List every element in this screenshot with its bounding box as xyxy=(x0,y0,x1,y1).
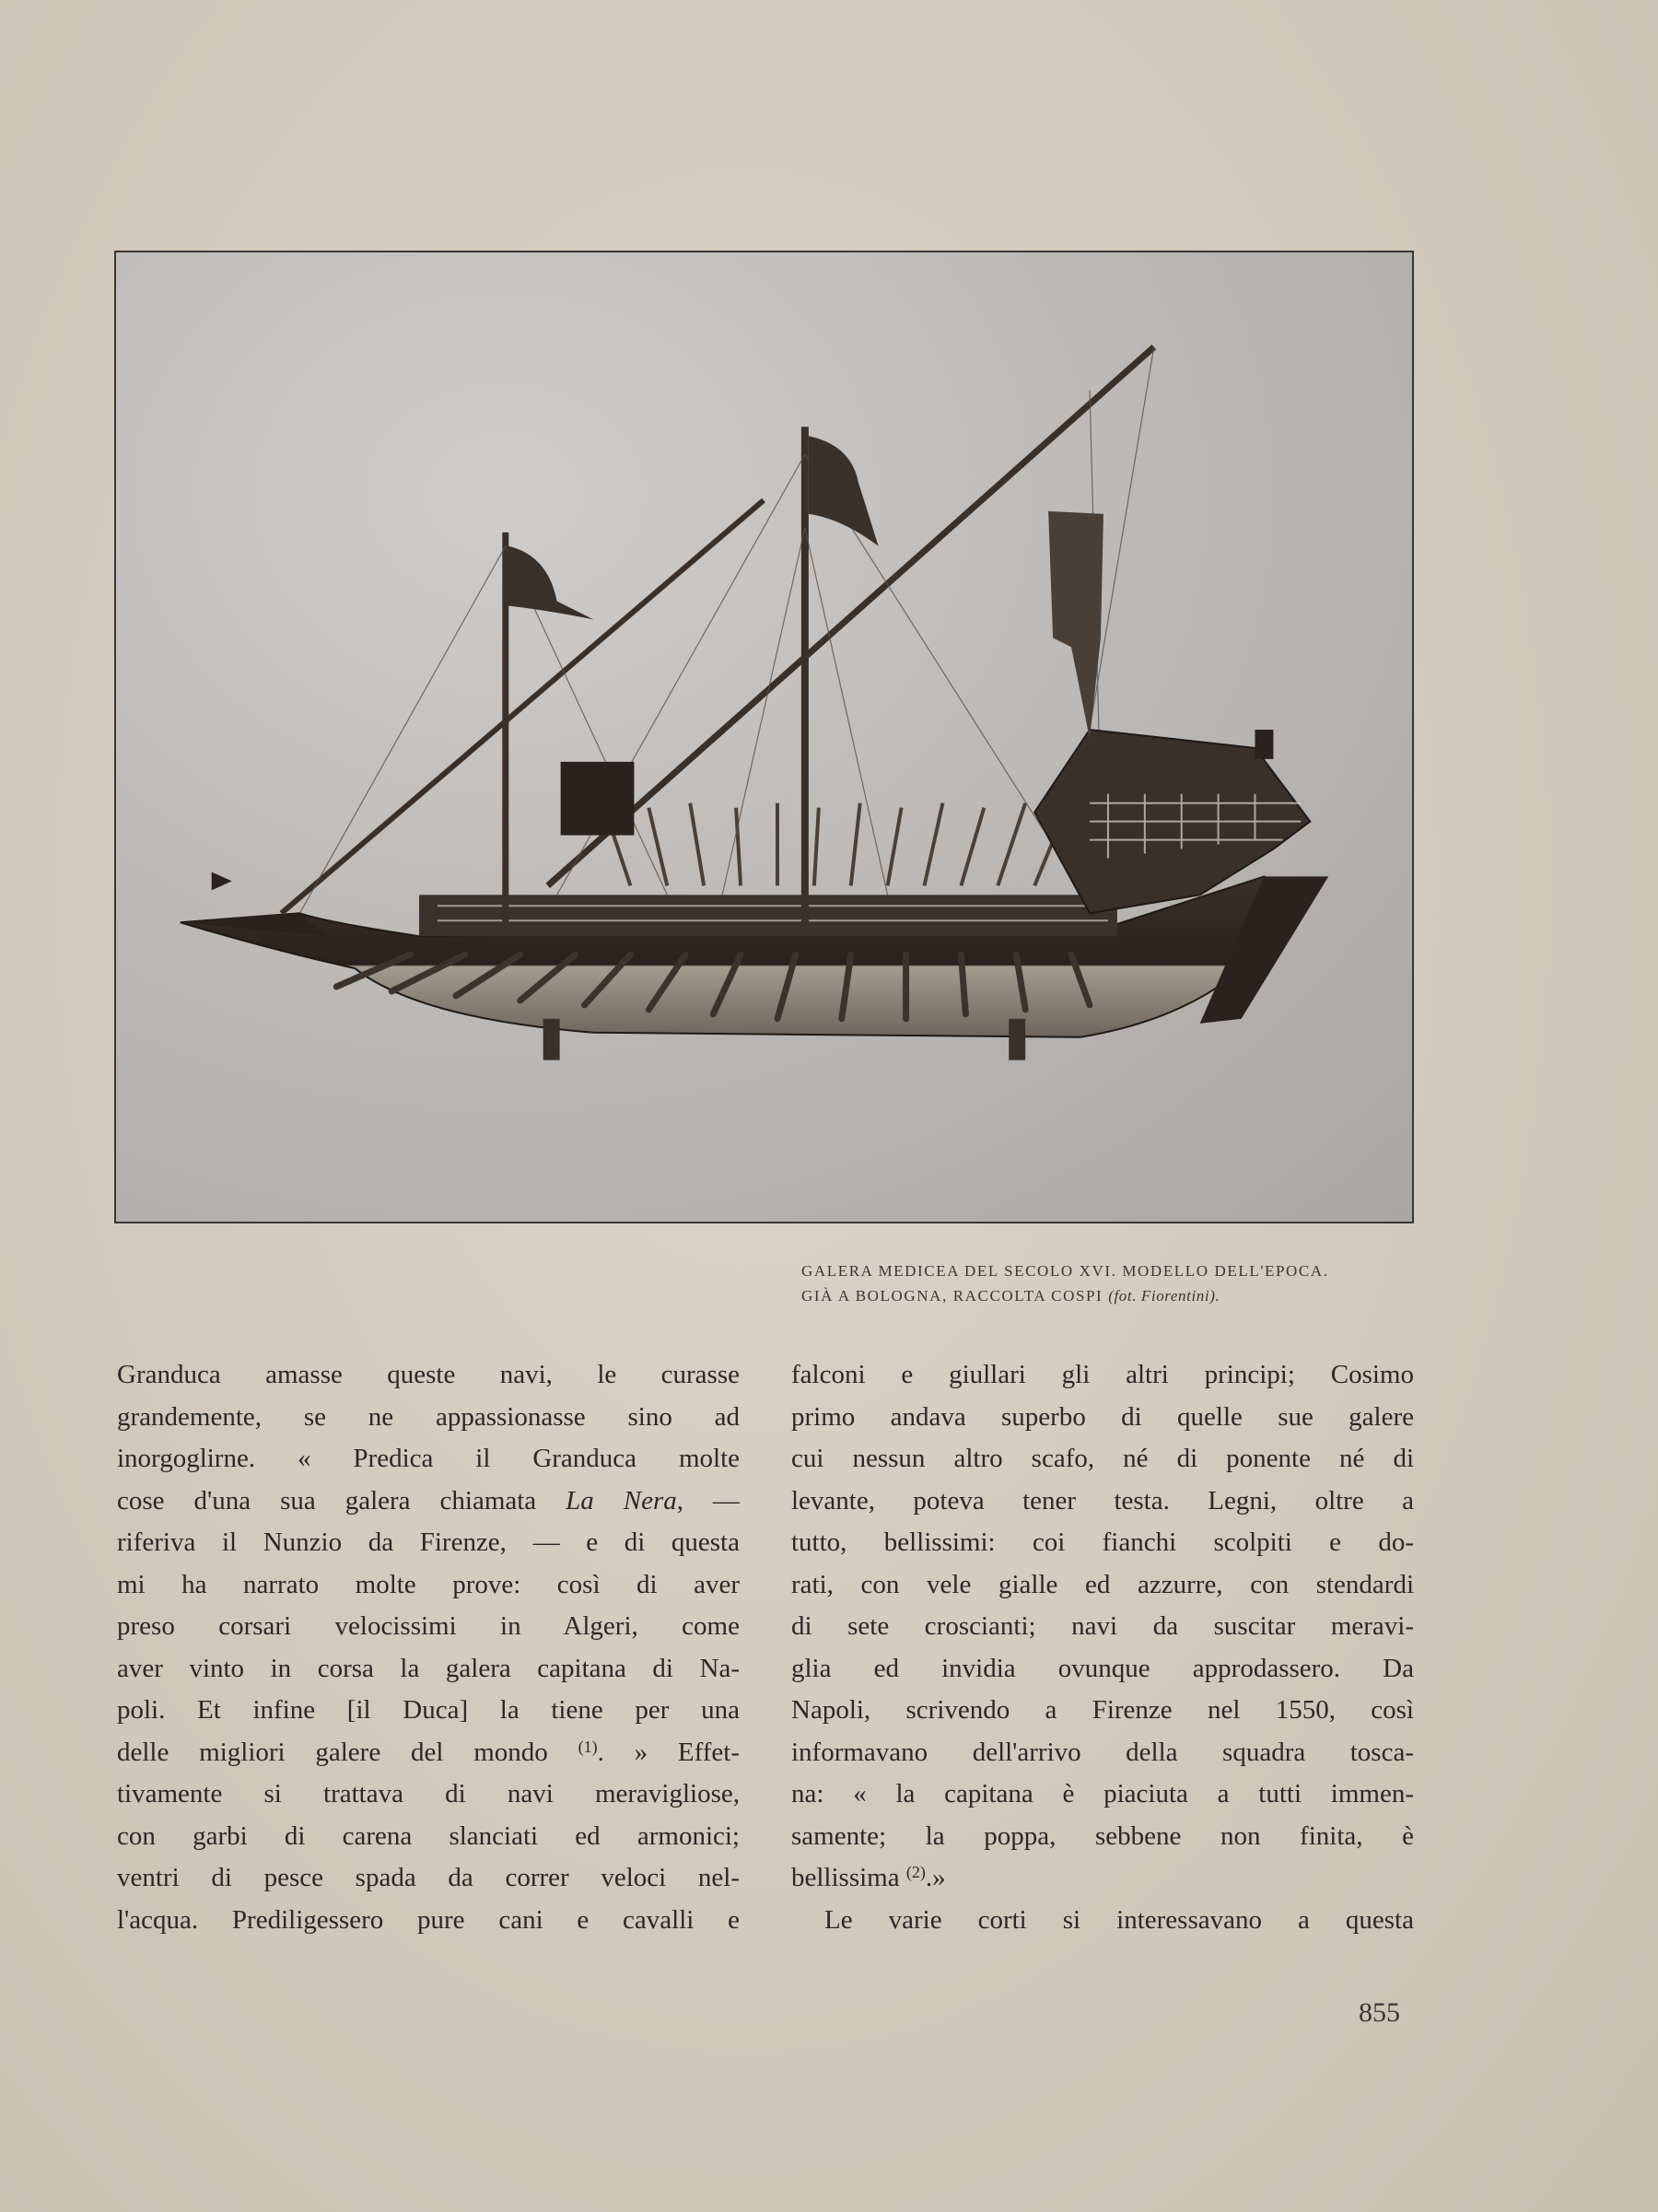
text-line: riferiva il Nunzio da Firenze, — e di questa xyxy=(117,1527,740,1557)
text-line xyxy=(117,1481,740,1523)
photo-credit: (fot. Fiorentini). xyxy=(1108,1287,1220,1305)
text-line xyxy=(117,1732,740,1774)
galley-model-image xyxy=(116,252,1412,1222)
text-line: con garbi di carena slanciati ed armonici; xyxy=(117,1820,740,1851)
text-line: Granduca amasse queste navi, le curasse xyxy=(117,1360,740,1389)
text-line: falconi e giullari gli altri principi; Cosimo xyxy=(791,1360,1414,1389)
text-line: cui nessun altro scafo, né di ponente né di xyxy=(791,1444,1414,1473)
text-line: poli. Et infine [il Duca] la tiene per una xyxy=(117,1695,740,1725)
footnote-ref: (2) xyxy=(905,1863,926,1881)
text-fragment: , — xyxy=(676,1485,740,1516)
text-line: preso corsari velocissimi in Algeri, come xyxy=(117,1611,740,1641)
text-line: ventri di pesce spada da correr veloci nel- xyxy=(117,1863,740,1892)
figure-caption xyxy=(801,1258,1446,1308)
text-fragment: . » Effet- xyxy=(597,1737,740,1767)
text-fragment: .» xyxy=(925,1863,946,1892)
text-line: mi ha narrato molte prove: così di aver xyxy=(117,1569,740,1599)
text-line: samente; la poppa, sebbene non finita, è xyxy=(791,1820,1414,1851)
text-line: aver vinto in corsa la galera capitana di Na- xyxy=(117,1653,740,1683)
figure-photo xyxy=(114,251,1414,1223)
text-fragment: cose d'una sua galera chiamata xyxy=(117,1485,566,1516)
text-line: Napoli, scrivendo a Firenze nel 1550, così xyxy=(791,1695,1414,1725)
text-line: na: « la capitana è piaciuta a tutti immen- xyxy=(791,1779,1414,1808)
left-text-column xyxy=(117,1354,740,1941)
text-fragment: bellissima xyxy=(791,1863,906,1892)
text-line: rati, con vele gialle ed azzurre, con stendardi xyxy=(791,1569,1414,1599)
text-fragment: delle migliori galere del mondo xyxy=(117,1737,578,1767)
text-line: Le varie corti si interessavano a questa xyxy=(824,1904,1414,1935)
caption-line-2: GIÀ A BOLOGNA, RACCOLTA COSPI (fot. Fiorentini). xyxy=(801,1287,1220,1305)
right-text-column xyxy=(791,1354,1414,1941)
text-line: inorgoglirne. « Predica il Granduca molte xyxy=(117,1444,740,1473)
text-line: grandemente, se ne appassionasse sino ad xyxy=(117,1401,740,1432)
text-line: di sete croscianti; navi da suscitar meravi- xyxy=(791,1611,1414,1641)
text-line: informavano dell'arrivo della squadra tosca- xyxy=(791,1737,1414,1767)
text-line: levante, poteva tener testa. Legni, oltre a xyxy=(791,1485,1414,1516)
text-line: tivamente si trattava di navi meravigliose, xyxy=(117,1779,740,1808)
text-line: l'acqua. Prediligessero pure cani e cavalli e xyxy=(117,1904,740,1935)
text-line: glia ed invidia ovunque approdassero. Da xyxy=(791,1653,1414,1683)
caption-line-1: GALERA MEDICEA DEL SECOLO XVI. MODELLO DELL'EPOCA. xyxy=(801,1262,1329,1280)
text-line: tutto, bellissimi: coi fianchi scolpiti e do- xyxy=(791,1527,1414,1557)
text-line xyxy=(791,1857,1414,1900)
page-number: 855 xyxy=(1359,1997,1400,2028)
text-line: primo andava superbo di quelle sue galere xyxy=(791,1401,1414,1432)
footnote-ref: (1) xyxy=(578,1737,598,1756)
italic-title: La Nera xyxy=(566,1485,677,1516)
